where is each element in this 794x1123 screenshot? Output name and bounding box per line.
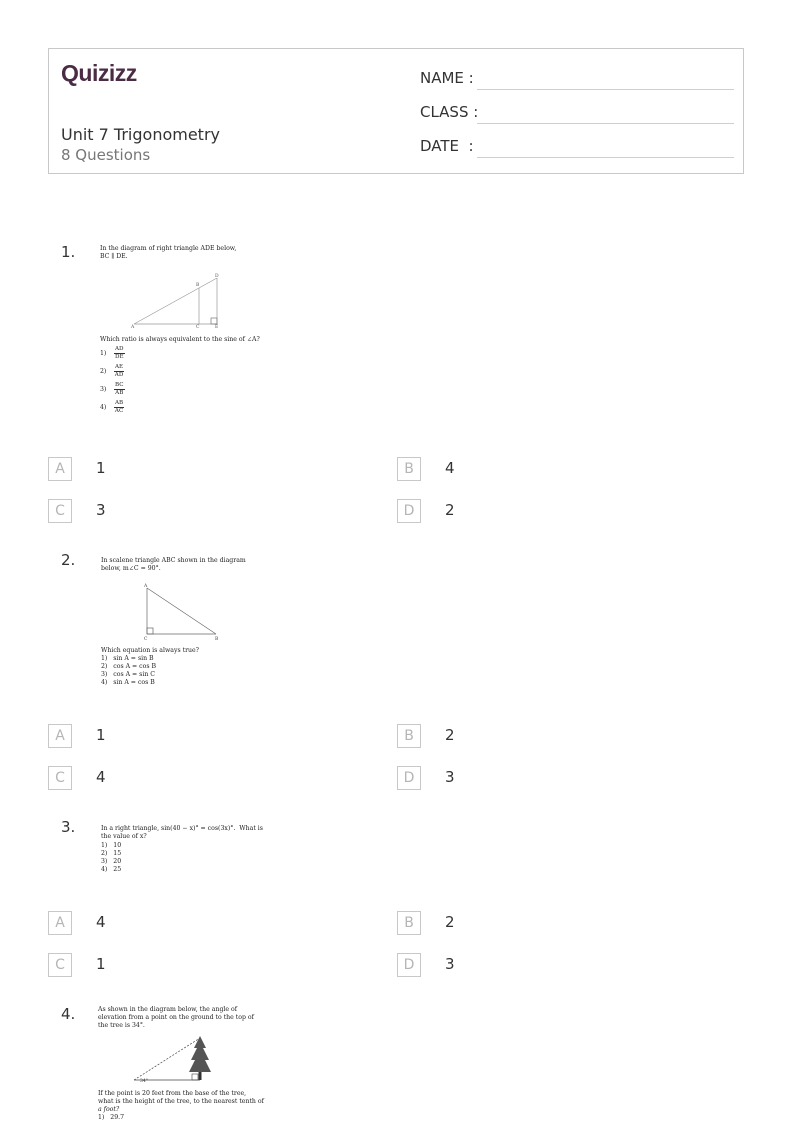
- option-letter: D: [397, 766, 421, 790]
- question-text: If the point is 20 feet from the base of the tree,: [98, 1090, 247, 1097]
- choice: 4) sin A = cos B: [101, 679, 155, 686]
- option-value: 4: [96, 913, 106, 931]
- worksheet-header: [48, 48, 744, 174]
- question-1-image: [96, 244, 266, 419]
- question-text: As shown in the diagram below, the angle of: [98, 1006, 238, 1013]
- fraction-numerator: BC: [115, 382, 124, 388]
- fraction-denominator: DE: [114, 353, 124, 360]
- choice-fraction: [114, 400, 124, 414]
- option-letter: C: [48, 766, 72, 790]
- point-label: B: [215, 637, 219, 642]
- svg-text:Quizizz: Quizizz: [61, 60, 137, 86]
- date-field[interactable]: [420, 137, 734, 161]
- question-prompt: Which equation is always true?: [101, 647, 199, 654]
- option-value: 1: [96, 955, 106, 973]
- choice: 1) 10: [101, 842, 122, 849]
- option-value: 2: [445, 726, 455, 744]
- option-value: 3: [96, 501, 106, 519]
- right-triangle-ade-diagram: [96, 268, 266, 330]
- question-2-image: [96, 556, 266, 696]
- question-text: In the diagram of right triangle ADE below,: [100, 245, 237, 252]
- option-value: 1: [96, 726, 106, 744]
- choice: 1) 29.7: [98, 1114, 125, 1121]
- name-label: NAME :: [420, 69, 474, 87]
- choice: 2) 15: [101, 850, 122, 857]
- date-label: DATE :: [420, 137, 474, 155]
- question-number: 2.: [61, 551, 76, 569]
- option-letter: A: [48, 457, 72, 481]
- question-text: a foot?: [98, 1106, 120, 1113]
- point-label: D: [215, 274, 219, 279]
- class-field[interactable]: [420, 103, 734, 127]
- question-number: 4.: [61, 1005, 76, 1023]
- question-text: the tree is 34°.: [98, 1022, 145, 1029]
- choice: 2) cos A = cos B: [101, 663, 157, 670]
- option-letter: A: [48, 911, 72, 935]
- option-value: 2: [445, 501, 455, 519]
- option-letter: A: [48, 724, 72, 748]
- option-value: 3: [445, 768, 455, 786]
- tree-icon: [189, 1036, 211, 1080]
- choice-fraction: [114, 364, 124, 378]
- point-label: C: [144, 637, 148, 642]
- choice-fraction: [114, 346, 125, 360]
- option-value: 4: [445, 459, 455, 477]
- point-label: C: [196, 325, 200, 330]
- option-value: 4: [96, 768, 106, 786]
- date-line[interactable]: [477, 157, 734, 158]
- point-label: A: [131, 325, 135, 330]
- question-text: what is the height of the tree, to the nearest tenth of: [98, 1098, 264, 1105]
- point-label: E: [215, 325, 219, 330]
- choice-number: 4): [100, 404, 107, 411]
- class-line[interactable]: [477, 123, 734, 124]
- option-letter: B: [397, 724, 421, 748]
- choice: 4) 25: [101, 866, 122, 873]
- fraction-denominator: AB: [115, 389, 124, 396]
- choice-number: 3): [100, 386, 107, 393]
- angle-label: 34°: [140, 1079, 148, 1084]
- class-label: CLASS :: [420, 103, 479, 121]
- fraction-denominator: AC: [114, 407, 124, 414]
- question-number: 1.: [61, 243, 76, 261]
- question-text: In scalene triangle ABC shown in the diagram: [101, 557, 246, 564]
- option-letter: B: [397, 911, 421, 935]
- point-label: A: [144, 584, 148, 589]
- option-value: 2: [445, 913, 455, 931]
- scalene-triangle-abc-diagram: [96, 580, 266, 642]
- fraction-denominator: AD: [114, 371, 124, 378]
- question-text: BC ∥ DE.: [100, 253, 128, 260]
- choice-number: 2): [100, 368, 107, 375]
- option-letter: D: [397, 953, 421, 977]
- option-letter: B: [397, 457, 421, 481]
- question-text: In a right triangle, sin(40 − x)° = cos(3x)°. What is: [101, 825, 263, 832]
- quizizz-logo: [61, 59, 153, 87]
- question-3-image: [96, 824, 276, 876]
- option-value: 3: [445, 955, 455, 973]
- question-count: 8 Questions: [61, 146, 151, 164]
- choice: 1) sin A = sin B: [101, 655, 154, 662]
- fraction-numerator: AE: [115, 364, 124, 370]
- option-letter: C: [48, 499, 72, 523]
- question-text: the value of x?: [101, 833, 147, 840]
- fraction-numerator: AD: [115, 346, 124, 352]
- choice-fraction: [114, 382, 125, 396]
- point-label: B: [196, 283, 200, 288]
- option-letter: C: [48, 953, 72, 977]
- option-value: 1: [96, 459, 106, 477]
- question-text: below, m∠C = 90°.: [101, 565, 161, 572]
- question-text: elevation from a point on the ground to the top of: [98, 1014, 254, 1021]
- worksheet-title: Unit 7 Trigonometry: [61, 125, 220, 144]
- tree-elevation-diagram: [96, 1032, 276, 1084]
- question-4-image: [96, 1006, 276, 1123]
- question-prompt: Which ratio is always equivalent to the sine of ∠A?: [100, 336, 260, 343]
- question-number: 3.: [61, 818, 76, 836]
- name-field[interactable]: [420, 69, 734, 93]
- choice: 3) 20: [101, 858, 122, 865]
- name-line[interactable]: [477, 89, 734, 90]
- choice: 3) cos A = sin C: [101, 671, 156, 678]
- option-letter: D: [397, 499, 421, 523]
- choice-number: 1): [100, 350, 107, 357]
- fraction-numerator: AB: [115, 400, 124, 406]
